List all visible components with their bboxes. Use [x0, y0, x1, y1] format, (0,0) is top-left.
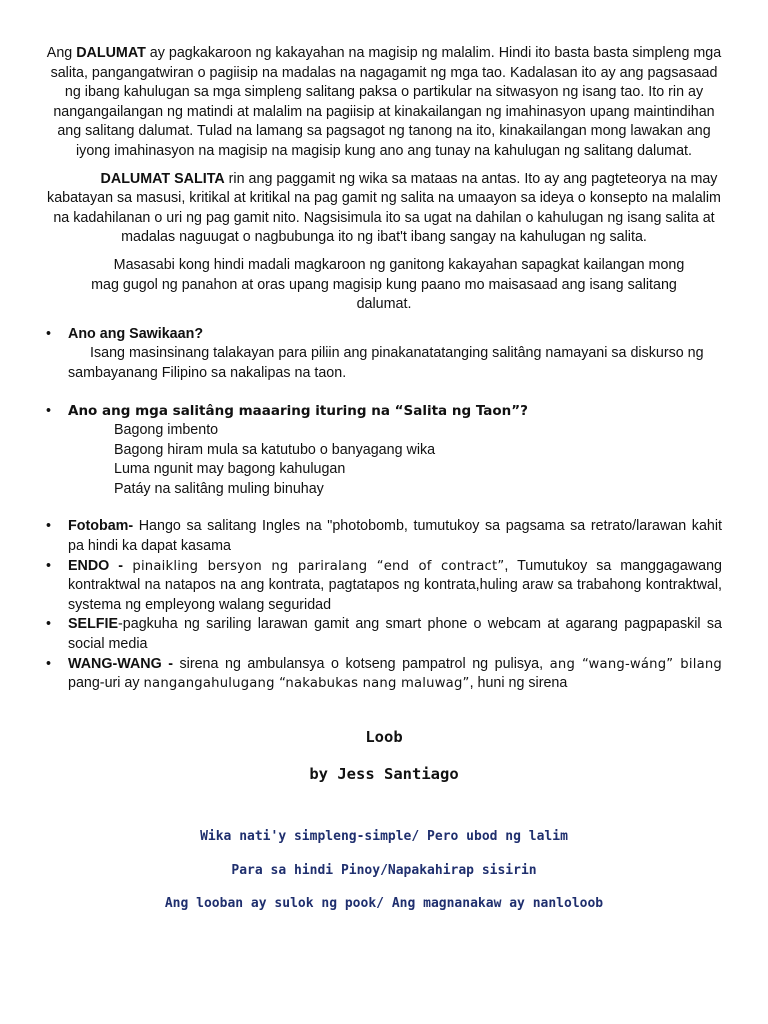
sawikaan-answer: Isang masinsinang talakayan para piliin ang pinakanatatanging salitâng namayani sa diskurso ng sambayanang Filipino sa nakalipas na taon.	[68, 345, 704, 381]
list-item: Luma ngunit may bagong kahulugan	[114, 461, 346, 478]
poem-line: Wika nati'y simpleng-simple/ Pero ubod ng lalim	[200, 829, 568, 844]
paragraph-text: rin ang paggamit ng wika sa mataas na antas. Ito ay ang pagteteorya na may kabatayan sa masusi, kritikal at kritikal na pag gamit ng salita na umaayon sa ideya o konsepto na malalim na kadahilanan o uri ng pag gamit nito. Nagsisimula ito sa ugat na dahilan o kahulugan ng isang salita at madalas naguugat o nagbubunga ito ng ibat't ibang sangay na kahulugan ng salita.	[47, 170, 721, 246]
paragraph-text: ay pagkakaroon ng kakayahan na magisip ng malalim. Hindi ito basta basta simpleng mga salita, pangangatwiran o pagiisip na madalas na nagagamit ng mga tao. Kadalasan ito ay ang pagsasaad ng ibang kahulugan sa mga simpleng salitang paksa o partikular na sitwasyon ng isang tao. Ito rin ay nangangailangan ng matindi at malalim na pagiisip at kinakailangan ng imahinasyon upang maintindihan ang salitang dalumat. Tulad na lamang sa pagsagot ng tanong na ito, kinakailangan mong lawakan ang iyong imahinasyon na magisip na magisip kung ano ang tunay na kahulugan ng salitang dalumat.	[50, 45, 722, 159]
list-item: Patáy na salitâng muling binuhay	[114, 480, 324, 497]
term-selfie: SELFIE	[68, 616, 119, 633]
endo-description: , Tumutukoy sa manggagawang kontraktwal na natapos na ang kontrata, pagtatapos ng kontrata,huling araw sa trabahong kontraktwal, systema ng empleyong walang seguridad	[68, 557, 722, 613]
list-item-fotobam	[46, 517, 722, 556]
list-item-salita-ng-taon	[46, 402, 722, 500]
paragraph-dalumat	[46, 44, 722, 162]
endo-description-styled: pinaikling bersyon ng pariralang “end of contract”	[123, 558, 505, 574]
sawikaan-question: Ano ang Sawikaan?	[68, 325, 204, 342]
list-item-sawikaan	[46, 325, 722, 384]
poem-author: by Jess Santiago	[309, 765, 459, 784]
paragraph-dalumat-salita	[46, 170, 722, 248]
paragraph-masasabi: Masasabi kong hindi madali magkaroon ng ganitong kakayahan sapagkat kailangan mong mag gugol ng panahon at oras upang magisip kung paano mo maisasaad ang isang salitang dalumat.	[91, 256, 685, 313]
selfie-description: -pagkuha ng sariling larawan gamit ang smart phone o webcam at agarang pagpapaskil sa social media	[68, 616, 722, 653]
wang-wang-description: sirena ng ambulansya o kotseng pampatrol ng pulisya,	[173, 655, 550, 672]
list-item-endo	[46, 557, 722, 616]
list-item-selfie	[46, 615, 722, 654]
salita-ng-taon-question: Ano ang mga salitâng maaaring ituring na “Salita ng Taon”?	[68, 402, 528, 419]
term-endo: ENDO -	[68, 557, 124, 574]
list-item: Bagong hiram mula sa katutubo o banyagang wika	[114, 441, 436, 458]
wang-wang-description: pang-uri ay	[68, 675, 144, 692]
wang-wang-description-styled: ang “wang-wáng” bilang	[549, 656, 722, 672]
term-dalumat: DALUMAT	[76, 45, 146, 61]
poem-title: Loob	[365, 727, 403, 746]
list-item-wang-wang	[46, 655, 722, 694]
bullet-list	[46, 325, 722, 694]
list-item: Bagong imbento	[114, 422, 219, 439]
poem-line: Ang looban ay sulok ng pook/ Ang magnanakaw ay nanloloob	[164, 896, 604, 912]
paragraph-lead: Ang	[46, 45, 77, 61]
wang-wang-description: , huni ng sirena	[469, 675, 568, 692]
term-wang-wang: WANG-WANG -	[68, 655, 173, 672]
term-dalumat-salita: DALUMAT SALITA	[100, 170, 225, 187]
fotobam-description: Hango sa salitang Ingles na "photobomb, tumutukoy sa pagsama sa retrato/larawan kahit pa hindi ka dapat kasama	[68, 518, 722, 555]
term-fotobam: Fotobam-	[68, 518, 134, 535]
poem-line: Para sa hindi Pinoy/Napakahirap sisirin	[231, 862, 537, 878]
wang-wang-description-styled: nangangahulugang “nakabukas nang maluwag”	[143, 676, 470, 692]
salita-ng-taon-items	[68, 421, 722, 499]
